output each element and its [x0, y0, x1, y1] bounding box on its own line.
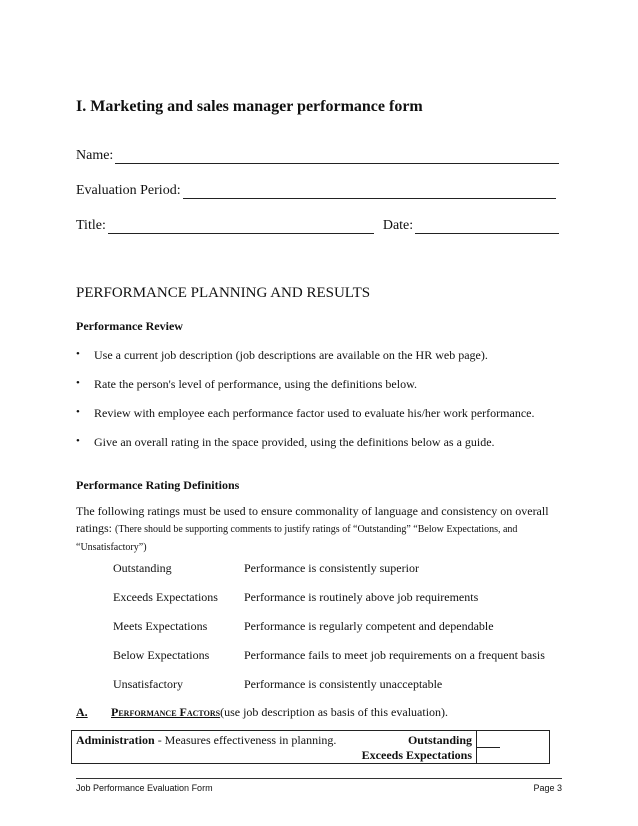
rating-row: [113, 619, 494, 634]
outstanding-checkbox[interactable]: [476, 731, 500, 748]
rating-definitions-heading: Performance Rating Definitions: [76, 478, 240, 492]
date-input-line[interactable]: [415, 219, 559, 234]
list-item: [76, 348, 488, 363]
administration-cell: [72, 731, 477, 763]
bullet-glyph: •: [76, 377, 80, 389]
factors-note: (use job description as basis of this evaluation).: [220, 705, 449, 719]
factors-letter: A.: [76, 705, 88, 719]
rating-definition: Performance is consistently superior: [244, 561, 419, 575]
evaluation-period-input-line[interactable]: [183, 184, 556, 199]
list-item-text: Give an overall rating in the space provided, using the definitions below as a guide.: [94, 435, 495, 449]
administration-description: - Measures effectiveness in planning.: [154, 733, 337, 747]
list-item: [76, 435, 495, 450]
rating-definition: Performance is routinely above job requirements: [244, 590, 479, 604]
rating-definition: Performance is regularly competent and dependable: [244, 619, 494, 633]
bullet-glyph: •: [76, 406, 80, 418]
list-item: [76, 406, 534, 421]
bullet-glyph: •: [76, 435, 80, 447]
name-label: Name:: [76, 148, 114, 163]
rating-definition: Performance fails to meet job requirements on a frequent basis: [244, 648, 545, 662]
evaluation-period-label: Evaluation Period:: [76, 183, 181, 198]
title-input-line[interactable]: [108, 219, 374, 234]
intro-note-text: (There should be supporting comments to justify ratings of “Outstanding” “Below Expectations, and “Unsatisfactory”): [76, 524, 518, 553]
title-label: Title:: [76, 218, 106, 233]
administration-table: [71, 730, 550, 764]
section-heading: PERFORMANCE PLANNING AND RESULTS: [76, 285, 371, 301]
list-item-text: Rate the person's level of performance, using the definitions below.: [94, 377, 417, 391]
name-field-row: [76, 148, 559, 164]
rating-row: [113, 648, 545, 663]
form-title: I. Marketing and sales manager performance form: [76, 98, 423, 115]
date-label: Date:: [382, 218, 414, 233]
list-item-text: Use a current job description (job descriptions are available on the HR web page).: [94, 348, 488, 362]
bullet-glyph: •: [76, 348, 80, 360]
intro-main-text: The following ratings must be used to ensure commonality of language and consistency on overall ratings:: [76, 504, 549, 535]
footer-form-name: Job Performance Evaluation Form: [76, 783, 213, 793]
name-input-line[interactable]: [115, 149, 559, 164]
list-item-text: Review with employee each performance factor used to evaluate his/her work performance.: [94, 406, 535, 420]
rating-row: [113, 590, 478, 605]
evaluation-period-field-row: [76, 183, 556, 199]
rating-row: [113, 677, 442, 692]
rating-definition: Performance is consistently unacceptable: [244, 677, 443, 691]
rating-row: [113, 561, 419, 576]
rating-exceeds-label: Exceeds Expectations: [361, 748, 472, 762]
footer-page-number: Page 3: [533, 783, 562, 793]
rating-name: Exceeds Expectations: [113, 590, 218, 604]
rating-name: Meets Expectations: [113, 619, 208, 633]
rating-name: Outstanding: [113, 561, 172, 575]
rating-name: Unsatisfactory: [113, 677, 183, 691]
administration-label: Administration: [76, 733, 155, 747]
performance-factors-heading: [76, 705, 448, 720]
performance-review-heading: Performance Review: [76, 319, 183, 333]
rating-name: Below Expectations: [113, 648, 210, 662]
factors-title: Performance Factors: [111, 705, 221, 719]
title-date-field-row: [76, 218, 559, 234]
list-item: [76, 377, 417, 392]
administration-text: [76, 733, 336, 748]
exceeds-expectations-checkbox[interactable]: [476, 747, 500, 763]
rating-definitions-intro: [76, 503, 566, 556]
footer-divider: [76, 778, 562, 779]
rating-outstanding-label: Outstanding: [407, 733, 472, 747]
